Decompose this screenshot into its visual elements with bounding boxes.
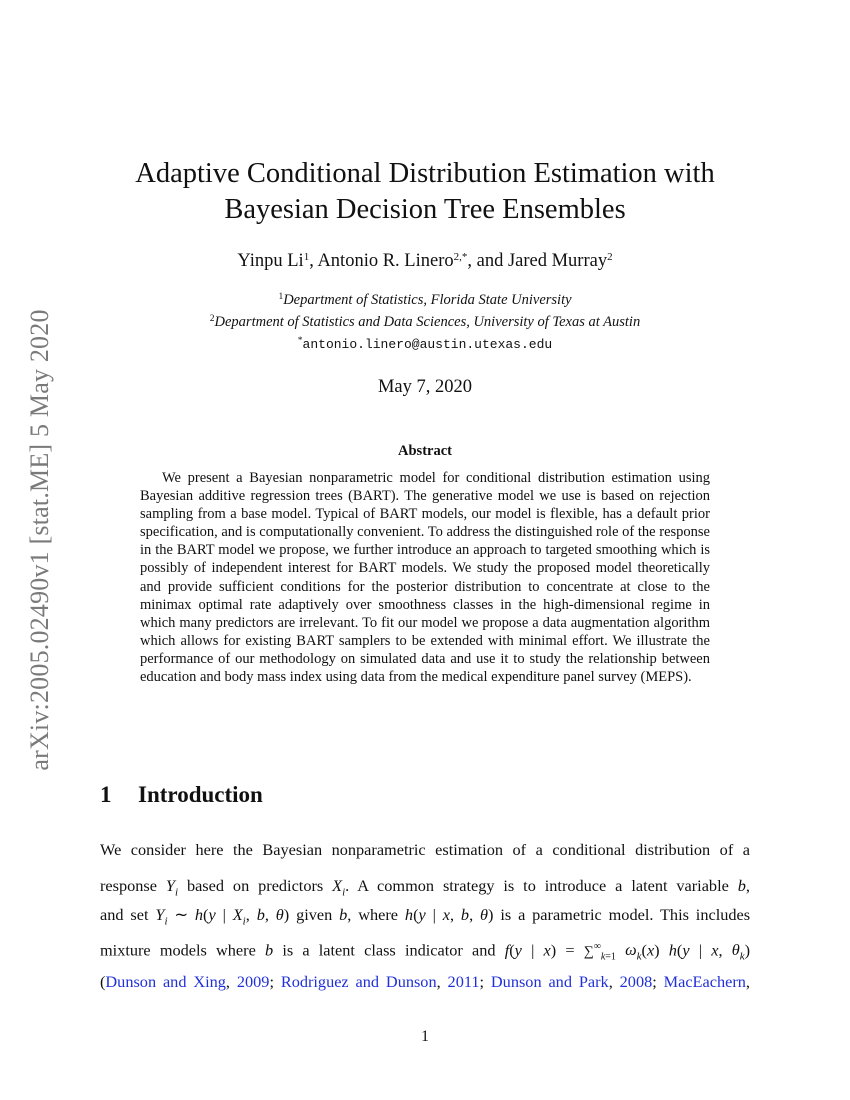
intro-line-5: (Dunson and Xing, 2009; Rodriguez and Dunson, 2011; Dunson and Park, 2008; MacEachern, xyxy=(100,972,750,991)
page-number: 1 xyxy=(421,1028,429,1045)
intro-line-2: response $Y_i$ based on predictors $X_i$. A common strategy is to introduce a latent variable b, xyxy=(100,876,750,899)
author-list: Yinpu Li$^1$, Antonio R. Linero$^{2,*}$, and Jared Murray$^2$ xyxy=(237,251,613,271)
affiliation-1: $^1$Department of Statistics, Florida State University xyxy=(278,292,572,308)
title-line-2: Bayesian Decision Tree Ensembles xyxy=(224,194,626,225)
abstract-heading: Abstract xyxy=(398,443,452,459)
section-title: Introduction xyxy=(138,782,263,807)
publication-date: May 7, 2020 xyxy=(377,377,473,397)
author-name: Antonio R. Linero xyxy=(317,251,454,271)
title-line-1: Adaptive Conditional Distribution Estimation with xyxy=(135,158,715,189)
citation-link[interactable]: Dunson and Xing xyxy=(105,972,226,991)
affiliation-marker: 2 xyxy=(607,251,613,263)
arxiv-identifier[interactable]: arXiv:2005.02490v1 [stat.ME] 5 May 2020 xyxy=(25,309,54,771)
citation-year-link[interactable]: 2011 xyxy=(447,972,480,991)
citation-link[interactable]: MacEachern xyxy=(663,972,746,991)
intro-line-4: mixture models where b is a latent class indicator and f(y | $x) = \sum^\infty_{k=1}$ $\omega_k(x)$ h(y | x, $\theta_k$) xyxy=(100,940,751,963)
author-name: Yinpu Li xyxy=(237,251,304,271)
corresponding-email: *antonio.linero@austin.utexas.edu xyxy=(297,336,553,352)
author-name: Jared Murray xyxy=(507,251,608,271)
citation-year-link[interactable]: 2009 xyxy=(236,972,270,991)
affiliations xyxy=(100,288,750,354)
affiliation-2: $^2$Department of Statistics and Data Sciences, University of Texas at Austin xyxy=(209,314,641,330)
intro-line-1: We consider here the Bayesian nonparametric estimation of a conditional distribution of a xyxy=(100,840,750,859)
section-heading xyxy=(100,782,263,808)
citation-link[interactable]: Rodriguez and Dunson xyxy=(280,972,437,991)
section-number: 1 xyxy=(100,782,112,807)
abstract-text: We present a Bayesian nonparametric model for conditional distribution estimation using Bayesian additive regression trees (BART). The generative model we use is based on rejection sampling from a base model. Typical of BART models, our model is flexible, has a default prior specification, and is computationally convenient. To address the distinguished role of the response in the BART model we propose, we further introduce an approach to targeted smoothing which is possibly of independent interest for BART models. We study the proposed model theoretically and provide sufficient conditions for the posterior distribution to concentrate at close to the minimax optimal rate adaptively over smoothness classes in the high-dimensional regime in which many predictors are irrelevant. To fit our model we propose a data augmentation algorithm which allows for existing BART samplers to be extended with minimal effort. We illustrate the performance of our methodology on simulated data and use it to study the relationship between education and body mass index using data from the medical expenditure panel survey (MEPS). xyxy=(140,470,710,686)
email-link[interactable]: antonio.linero@austin.utexas.edu xyxy=(302,337,553,352)
citation-link[interactable]: Dunson and Park xyxy=(490,972,609,991)
affiliation-marker: 1 xyxy=(303,251,310,263)
paper-title xyxy=(100,156,750,228)
citation-year-link[interactable]: 2008 xyxy=(619,972,653,991)
intro-line-3: and set $Y_i$ ∼ h(y | $X_i$, b, θ) given b, where h(y | x, b, θ) is a parametric model. This includes xyxy=(100,905,751,928)
affiliation-marker: 2,* xyxy=(453,251,468,263)
